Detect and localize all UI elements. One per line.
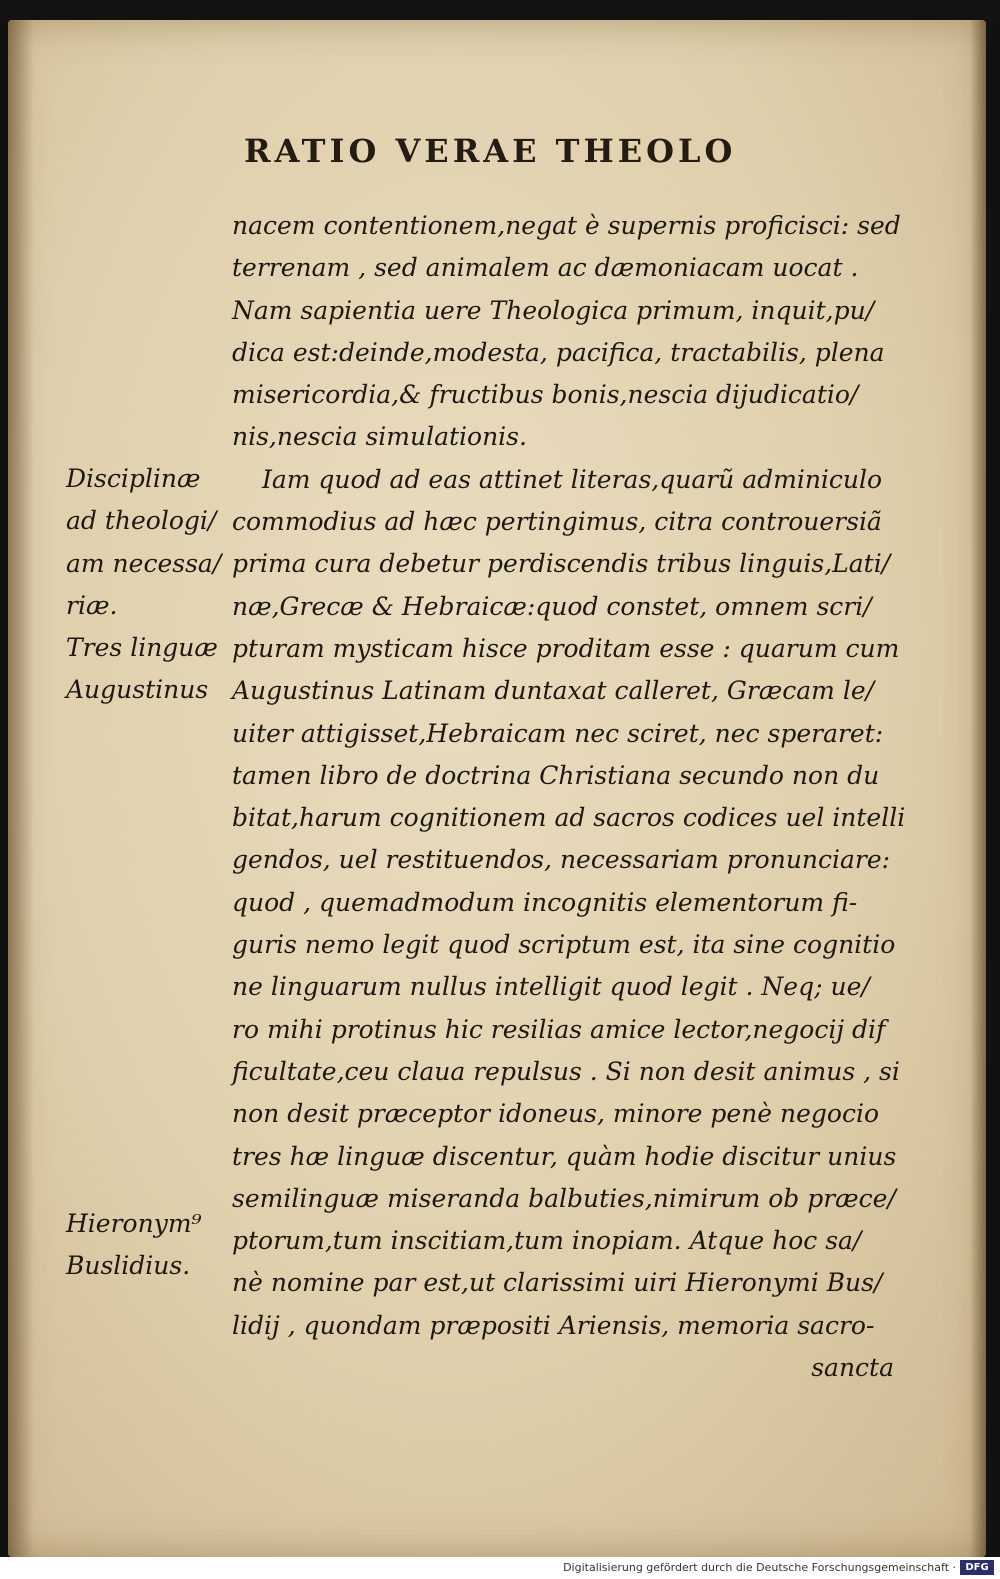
catchword: sancta bbox=[811, 1353, 894, 1383]
text-line: prima cura debetur perdiscendis tribus linguis,Lati/ bbox=[232, 549, 891, 579]
footer-bar bbox=[0, 1557, 1000, 1579]
margin-note-line: Augustinus bbox=[66, 675, 209, 704]
text-line: misericordia,& fructibus bonis,nescia dijudicatio/ bbox=[232, 380, 859, 410]
text-line: gendos, uel restituendos, necessariam pronunciare: bbox=[232, 845, 891, 875]
page-edge-shadow bbox=[970, 20, 986, 1557]
text-line: Augustinus Latinam duntaxat calleret, Græcam le/ bbox=[232, 676, 875, 706]
dfg-logo: DFG bbox=[960, 1560, 994, 1575]
text-line: dica est:deinde,modesta, pacifica, tractabilis, plena bbox=[232, 337, 885, 367]
text-line: næ,Grecæ & Hebraicæ:quod constet, omnem scri/ bbox=[232, 591, 872, 621]
margin-note-line: Buslidius. bbox=[66, 1251, 191, 1281]
text-line: semilinguæ miseranda balbuties,nimirum ob præce/ bbox=[232, 1183, 896, 1213]
book-page bbox=[8, 20, 986, 1557]
margin-note-hieronymus bbox=[66, 1203, 226, 1288]
text-line: pturam mysticam hisce proditam esse : quarum cum bbox=[232, 633, 900, 663]
text-line: non desit præceptor idoneus, minore penè negocio bbox=[232, 1099, 880, 1129]
funding-credit: Digitalisierung gefördert durch die Deutsche Forschungsgemeinschaft · bbox=[563, 1561, 956, 1574]
margin-note-line: Disciplinæ bbox=[66, 464, 201, 493]
main-text-block bbox=[232, 205, 912, 1389]
gutter-shadow bbox=[8, 20, 34, 1557]
margin-note-augustinus bbox=[66, 669, 226, 711]
margin-note-line: Tres linguæ bbox=[66, 633, 218, 662]
text-line: guris nemo legit quod scriptum est, ita sine cognitio bbox=[232, 930, 896, 960]
text-line: nis,nescia simulationis. bbox=[232, 422, 527, 452]
text-line: tamen libro de doctrina Christiana secundo non du bbox=[232, 760, 880, 790]
text-line: ficultate,ceu claua repulsus . Si non desit animus , si bbox=[232, 1056, 900, 1086]
margin-note-tres-linguae bbox=[66, 627, 226, 669]
text-line: terrenam , sed animalem ac dæmoniacam uocat . bbox=[232, 253, 859, 283]
text-line: uiter attigisset,Hebraicam nec sciret, nec speraret: bbox=[232, 718, 884, 748]
text-line: Nam sapientia uere Theologica primum, inquit,pu/ bbox=[232, 295, 875, 325]
margin-note-line: riæ. bbox=[66, 590, 118, 620]
margin-note-line: Hieronym⁹ bbox=[66, 1209, 202, 1238]
text-line: ne linguarum nullus intelligit quod legit . Neq; ue/ bbox=[232, 972, 870, 1002]
margin-note-line: am necessa/ bbox=[66, 548, 222, 578]
text-line: ptorum,tum inscitiam,tum inopiam. Atque hoc sa/ bbox=[232, 1226, 862, 1256]
text-line: tres hæ linguæ discentur, quàm hodie discitur unius bbox=[232, 1141, 897, 1171]
text-line: commodius ad hæc pertingimus, citra controuersiã bbox=[232, 507, 882, 537]
text-line: bitat,harum cognitionem ad sacros codices uel intelli bbox=[232, 803, 906, 833]
text-line: lidij , quondam præpositi Ariensis, memoria sacro- bbox=[232, 1310, 875, 1340]
text-line: ro mihi protinus hic resilias amice lector,negocij dif bbox=[232, 1014, 886, 1044]
running-head: RATIO VERAE THEOLO bbox=[244, 132, 737, 170]
top-frame-bar bbox=[0, 0, 1000, 22]
text-line: quod , quemadmodum incognitis elementorum fi- bbox=[232, 887, 858, 917]
text-line: nè nomine par est,ut clarissimi uiri Hieronymi Bus/ bbox=[232, 1268, 883, 1298]
margin-note-line: ad theologi/ bbox=[66, 506, 217, 536]
text-line: Iam quod ad eas attinet literas,quarũ adminiculo bbox=[262, 464, 883, 494]
text-line: nacem contentionem,negat è supernis proficisci: sed bbox=[232, 211, 901, 240]
margin-note-disciplinae bbox=[66, 458, 226, 627]
